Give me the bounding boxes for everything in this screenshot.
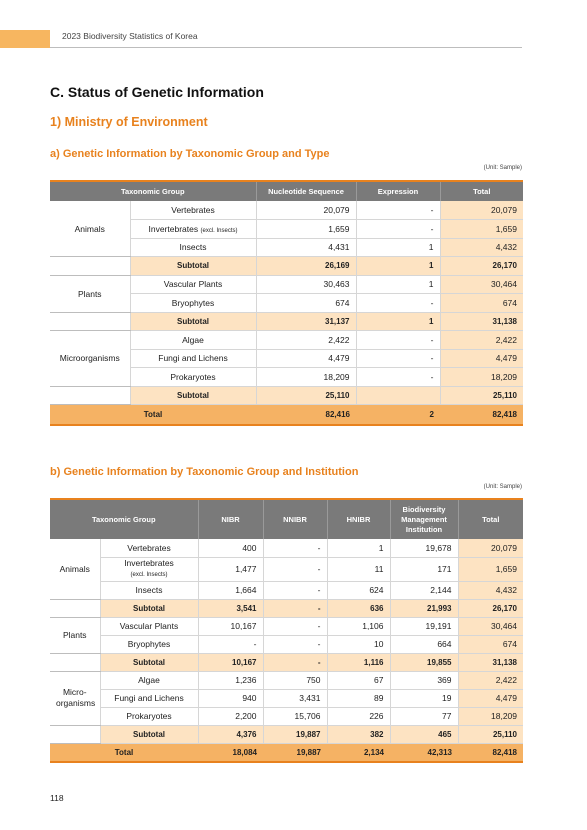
cell: 1 — [356, 275, 440, 294]
cell: 4,479 — [256, 349, 356, 368]
cell: 30,464 — [440, 275, 523, 294]
row-label-main: Invertebrates — [148, 223, 199, 234]
table-b-header-hnibr: HNIBR — [327, 499, 390, 539]
cell: 171 — [390, 557, 458, 581]
cell: 2,200 — [198, 707, 263, 725]
row-label: Insects — [100, 581, 198, 599]
table-row — [50, 581, 523, 599]
subtotal-label: Subtotal — [130, 386, 256, 405]
subtotal-row — [50, 312, 523, 331]
table-row — [50, 617, 523, 635]
table-row — [50, 557, 523, 581]
subtotal-row — [50, 257, 523, 276]
cell: - — [356, 368, 440, 387]
table-b-header-nnibr: NNIBR — [263, 499, 327, 539]
table-a-title: a) Genetic Information by Taxonomic Group and Type — [50, 148, 330, 160]
cell: 18,084 — [198, 743, 263, 762]
row-label — [130, 220, 256, 239]
cell: 226 — [327, 707, 390, 725]
cell: 1 — [356, 312, 440, 331]
page-number: 118 — [50, 793, 64, 803]
running-header: 2023 Biodiversity Statistics of Korea — [62, 31, 198, 41]
cell: 4,432 — [458, 581, 523, 599]
cell: - — [356, 349, 440, 368]
cell: - — [356, 201, 440, 220]
group-label: Plants — [50, 275, 130, 312]
cell: 10,167 — [198, 653, 263, 671]
table-row — [50, 671, 523, 689]
cell: 19,887 — [263, 743, 327, 762]
cell: 1,236 — [198, 671, 263, 689]
cell: 465 — [390, 725, 458, 743]
table-row — [50, 275, 523, 294]
row-label: Fungi and Lichens — [130, 349, 256, 368]
table-a-unit: (Unit: Sample) — [483, 165, 522, 171]
cell: 25,110 — [440, 386, 523, 405]
cell: 4,431 — [256, 238, 356, 257]
row-label: Algae — [100, 671, 198, 689]
table-row — [50, 707, 523, 725]
table-b-header-group: Taxonomic Group — [50, 499, 198, 539]
row-label: Bryophytes — [100, 635, 198, 653]
cell: 750 — [263, 671, 327, 689]
cell: 1 — [327, 539, 390, 557]
cell: - — [356, 220, 440, 239]
cell: 2,422 — [256, 331, 356, 350]
cell: 1,659 — [458, 557, 523, 581]
cell: 1,116 — [327, 653, 390, 671]
subtotal-label: Subtotal — [130, 257, 256, 276]
cell: 20,079 — [440, 201, 523, 220]
header-accent-bar — [0, 30, 50, 48]
row-label: Prokaryotes — [130, 368, 256, 387]
cell: 1 — [356, 238, 440, 257]
cell: 42,313 — [390, 743, 458, 762]
group-label: Micro-organisms — [50, 671, 100, 725]
cell: 10,167 — [198, 617, 263, 635]
table-b-unit: (Unit: Sample) — [483, 484, 522, 490]
table-row — [50, 331, 523, 350]
cell: 77 — [390, 707, 458, 725]
table-b — [50, 498, 523, 763]
cell: 11 — [327, 557, 390, 581]
cell: 31,137 — [256, 312, 356, 331]
cell: 674 — [256, 294, 356, 313]
total-row — [50, 743, 523, 762]
cell: 89 — [327, 689, 390, 707]
cell: 82,418 — [440, 405, 523, 425]
subtotal-row — [50, 653, 523, 671]
row-label — [100, 557, 198, 581]
row-label: Vascular Plants — [130, 275, 256, 294]
cell: 18,209 — [458, 707, 523, 725]
subtotal-label: Subtotal — [100, 653, 198, 671]
group-label: Plants — [50, 617, 100, 653]
row-label: Vertebrates — [130, 201, 256, 220]
cell: 382 — [327, 725, 390, 743]
row-label-note: (excl. Insects) — [200, 227, 238, 234]
cell: 67 — [327, 671, 390, 689]
cell: 31,138 — [458, 653, 523, 671]
subtotal-label: Subtotal — [100, 725, 198, 743]
cell: 31,138 — [440, 312, 523, 331]
cell: 26,170 — [440, 257, 523, 276]
row-label: Fungi and Lichens — [100, 689, 198, 707]
table-row — [50, 635, 523, 653]
table-row — [50, 689, 523, 707]
cell: 25,110 — [458, 725, 523, 743]
cell: 624 — [327, 581, 390, 599]
cell: - — [198, 635, 263, 653]
cell: - — [263, 599, 327, 617]
cell: 674 — [440, 294, 523, 313]
cell: 18,209 — [440, 368, 523, 387]
cell: 369 — [390, 671, 458, 689]
table-row — [50, 539, 523, 557]
cell: 30,464 — [458, 617, 523, 635]
cell: 400 — [198, 539, 263, 557]
subtotal-row — [50, 386, 523, 405]
table-b-header-total: Total — [458, 499, 523, 539]
cell: 20,079 — [256, 201, 356, 220]
cell: 21,993 — [390, 599, 458, 617]
cell: 82,418 — [458, 743, 523, 762]
row-label: Prokaryotes — [100, 707, 198, 725]
total-label: Total — [50, 405, 256, 425]
cell: - — [263, 581, 327, 599]
cell — [356, 386, 440, 405]
cell: 4,376 — [198, 725, 263, 743]
cell: 82,416 — [256, 405, 356, 425]
total-label: Total — [50, 743, 198, 762]
cell: 25,110 — [256, 386, 356, 405]
cell: 4,479 — [458, 689, 523, 707]
cell: 1,106 — [327, 617, 390, 635]
row-label: Vascular Plants — [100, 617, 198, 635]
cell: 2,134 — [327, 743, 390, 762]
cell: 19 — [390, 689, 458, 707]
subtotal-row — [50, 725, 523, 743]
row-label-note: (excl. Insects) — [130, 572, 168, 578]
cell: 20,079 — [458, 539, 523, 557]
cell: 2 — [356, 405, 440, 425]
cell: 2,144 — [390, 581, 458, 599]
table-a — [50, 180, 523, 426]
table-b-header-nibr: NIBR — [198, 499, 263, 539]
cell: - — [263, 557, 327, 581]
table-a-header-total: Total — [440, 181, 523, 201]
cell: 3,431 — [263, 689, 327, 707]
cell: 19,191 — [390, 617, 458, 635]
cell: 19,855 — [390, 653, 458, 671]
group-label: Animals — [50, 201, 130, 257]
row-label-main: Invertebrates — [124, 558, 174, 568]
cell: - — [263, 539, 327, 557]
cell: 26,169 — [256, 257, 356, 276]
cell: 3,541 — [198, 599, 263, 617]
cell: 1,477 — [198, 557, 263, 581]
subtotal-label: Subtotal — [100, 599, 198, 617]
cell: 18,209 — [256, 368, 356, 387]
cell: 19,678 — [390, 539, 458, 557]
table-a-header-group: Taxonomic Group — [50, 181, 256, 201]
cell: 664 — [390, 635, 458, 653]
cell: 940 — [198, 689, 263, 707]
cell: 4,479 — [440, 349, 523, 368]
cell: 30,463 — [256, 275, 356, 294]
cell: - — [356, 294, 440, 313]
cell: 1,664 — [198, 581, 263, 599]
table-row — [50, 201, 523, 220]
subtotal-row — [50, 599, 523, 617]
group-label: Animals — [50, 539, 100, 599]
row-label: Vertebrates — [100, 539, 198, 557]
cell: - — [356, 331, 440, 350]
row-label: Bryophytes — [130, 294, 256, 313]
cell: 1,659 — [440, 220, 523, 239]
cell: 2,422 — [458, 671, 523, 689]
cell: 1,659 — [256, 220, 356, 239]
header-rule — [50, 47, 522, 48]
row-label: Insects — [130, 238, 256, 257]
section-title: C. Status of Genetic Information — [50, 84, 264, 100]
subtotal-label: Subtotal — [130, 312, 256, 331]
group-label: Microorganisms — [50, 331, 130, 387]
cell: 674 — [458, 635, 523, 653]
total-row — [50, 405, 523, 425]
cell: - — [263, 653, 327, 671]
cell: - — [263, 635, 327, 653]
cell: 26,170 — [458, 599, 523, 617]
table-b-header-bmi: Biodiversity Management Institution — [390, 499, 458, 539]
row-label: Algae — [130, 331, 256, 350]
cell: 10 — [327, 635, 390, 653]
table-b-title: b) Genetic Information by Taxonomic Group and Institution — [50, 466, 359, 478]
cell: 19,887 — [263, 725, 327, 743]
table-a-header-nucleotide: Nucleotide Sequence — [256, 181, 356, 201]
cell: 1 — [356, 257, 440, 276]
cell: 636 — [327, 599, 390, 617]
cell: - — [263, 617, 327, 635]
cell: 15,706 — [263, 707, 327, 725]
cell: 2,422 — [440, 331, 523, 350]
cell: 4,432 — [440, 238, 523, 257]
table-a-header-expression: Expression — [356, 181, 440, 201]
section-subtitle: 1) Ministry of Environment — [50, 115, 208, 129]
